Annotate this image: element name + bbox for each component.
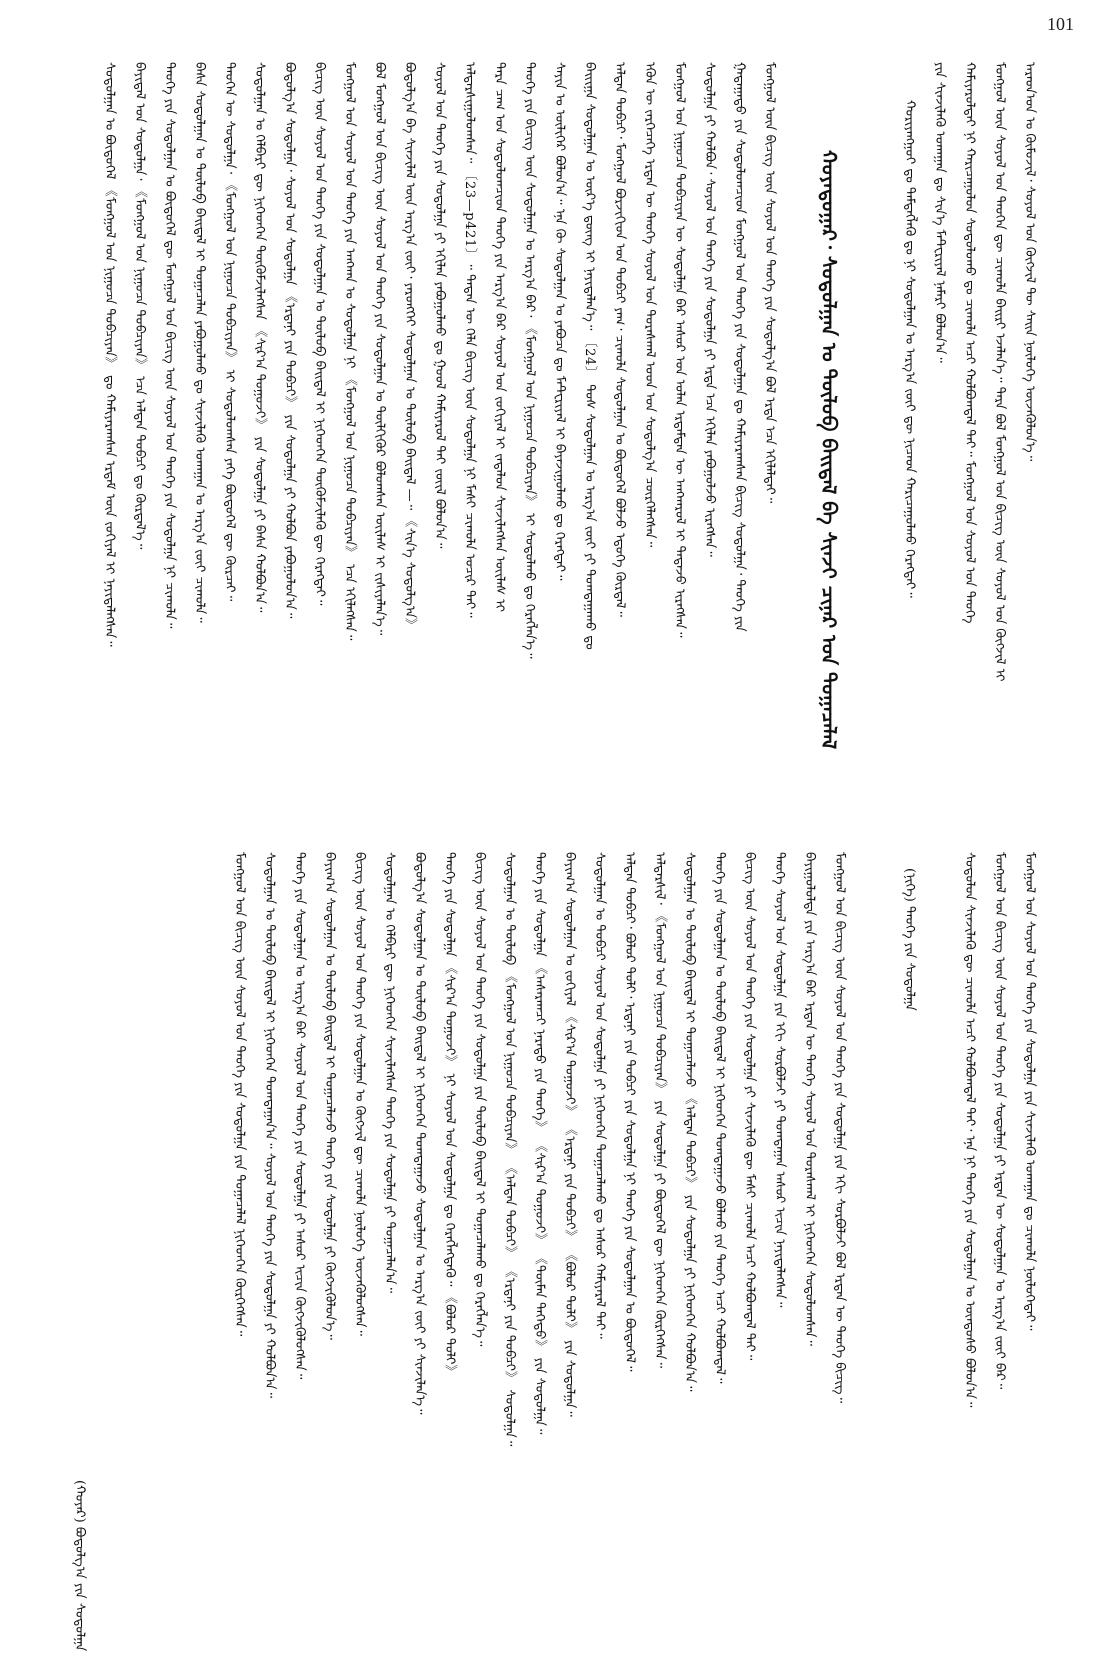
lower-column-9 [584,852,614,1652]
column-text: ᠡᠭᠦᠨ ᠦ ᠵᠡᠷᠭᠡᠴᠡᠭᠡ ᠡᠷᠲᠡᠨ ᠦ ᠲᠡᠦᠬᠡ ᠰᠣᠶᠣᠯ ᠤᠨ ᠳᠤᠷᠠᠰᠬᠠᠯ ᠤᠳ ᠤᠨ ᠰᠤᠳᠤᠯᠭ᠎ᠠ ᠴᠦᠷᠬᠡᠯᠡᠭᠰᠡᠨ᠃ [642,62,657,548]
lower-column-6 [674,852,704,1652]
page-number: 101 [1047,14,1074,34]
column-text: ᠲᠡᠦᠬᠡ ᠶᠢᠨ ᠰᠤᠳᠤᠯᠭᠠ 《ᠰᠢᠷ᠎ᠠ ᠲᠣᠭᠤᠵᠢ》 ᠨᠢ ᠰᠣᠶᠣᠯ ᠤᠨ ᠰᠤᠳᠤᠯᠭᠠ ᠳᠤ ᠬᠡᠷᠡᠭᠯᠡᠭᠳᠡᠭᠦ᠃ 《ᠪᠣᠯᠤᠷ ᠲᠣᠯᠢ》 [442,852,457,1379]
column-text: ᠪᠣᠳᠤᠯᠭ᠎ᠠ ᠰᠤᠳᠤᠯᠭᠠᠨ ᠤ ᠲᠥᠯᠦᠪ ᠪᠠᠢᠳᠠᠯ ᠢ ᠨᠢᠭᠡᠳᠬᠡᠨ ᠲᠣᠭᠲᠠᠭᠠᠵᠤ ᠰᠤᠳᠤᠯᠭᠠᠨ ᠤ ᠠᠷᠭ᠎ᠠ ᠵᠦᠢ ᠶᠢ ᠰᠢᠨᠵᠢᠯᠡᠨ᠎ᠡ᠃ [412,852,427,1415]
right-column-3 [954,852,984,1652]
left-column-12 [424,62,454,822]
column-text: ᠮᠣᠩᠭᠣᠯ ᠤᠨ ᠪᠢᠴᠢᠭ ᠦᠨ ᠰᠣᠶᠣᠯ ᠤᠨ ᠲᠡᠦᠬᠡ ᠶᠢᠨ ᠰᠤᠳᠤᠯᠭᠠ ᠶᠢᠨ ᠡᠬᠢ ᠰᠤᠷᠪᠤᠯᠵᠢ ᠪᠣᠯ ᠡᠷᠲᠡᠨ ᠦ ᠲᠡᠦᠬᠡ ᠪᠢᠴᠢᠭ᠃ [832,852,847,1404]
left-column-11 [454,62,484,822]
column-text: ᠰᠤᠳᠤᠯᠭᠠ ᠶᠢ ᠬᠣᠯᠪᠣᠨ᠂ ᠰᠣᠶᠣᠯ ᠤᠨ ᠲᠡᠦᠬᠡ ᠶᠢᠨ ᠰᠤᠳᠤᠯᠭᠠ ᠶᠢ ᠡᠷᠲᠡ ᠡᠴᠡ ᠡᠬᠢᠯᠡᠨ ᠶᠠᠪᠤᠭᠤᠯᠵᠤ ᠢᠷᠡᠭᠰᠡᠨ᠃ [702,62,717,557]
column-text: ᠪᠢᠴᠢᠭ ᠦᠨ ᠰᠣᠶᠣᠯ ᠤᠨ ᠲᠡᠦᠬᠡ ᠶᠢᠨ ᠰᠤᠳᠤᠯᠭᠠᠨ ᠤ ᠲᠥᠯᠦᠪ ᠪᠠᠢᠳᠠᠯ ᠢ ᠨᠢᠭᠡᠳᠬᠡᠨ ᠳᠦᠭᠦᠮᠵᠢᠯᠡᠬᠦ ᠳᠦ ᠬᠡᠷᠡᠭᠲᠡᠢ᠃ [312,62,327,606]
column-text: ᠪᠢᠴᠢᠭ ᠦᠨ ᠰᠣᠶᠣᠯ ᠤᠨ ᠲᠡᠦᠬᠡ ᠶᠢᠨ ᠰᠤᠳᠤᠯᠭᠠ ᠶᠢ ᠰᠢᠨᠵᠢᠯᠡᠬᠦ ᠳᠦ ᠮᠠᠰᠢ ᠴᠢᠬᠤᠯᠠ ᠠᠴᠢ ᠬᠣᠯᠪᠣᠭᠳᠠᠯ ᠲᠠᠢ᠃ [742,852,757,1361]
lower-column-4 [734,852,764,1652]
column-text: ᠮᠣᠩᠭᠣᠯ ᠤᠨ ᠰᠣᠶᠣᠯ ᠤᠨ ᠲᠡᠦᠬᠡ ᠶᠢᠨ ᠠᠩᠬᠠᠨ ᠤ ᠰᠤᠳᠤᠯᠭᠠ ᠨᠢ 《ᠮᠣᠩᠭᠣᠯ ᠤᠨ ᠨᠢᠭᠤᠴᠠ ᠲᠣᠪᠴᠢᠶᠠᠨ》 ᠡᠴᠡ ᠡᠬᠢᠯᠡᠭᠰᠡᠨ᠃ [342,62,357,641]
lower-column-8 [614,852,644,1652]
left-column-16 [304,62,334,822]
lower-column-18 [314,852,344,1652]
column-text: ᠲᠡᠦᠬᠡ ᠶᠢᠨ ᠪᠢᠴᠢᠭ ᠦᠨ ᠰᠤᠳᠤᠯᠭᠠᠨ ᠤ ᠠᠷᠭ᠎ᠠ ᠪᠠᠷ᠂ 《ᠮᠣᠩᠭᠣᠯ ᠤᠨ ᠨᠢᠭᠤᠴᠠ ᠲᠣᠪᠴᠢᠶᠠᠨ》 ᠢ ᠰᠤᠳᠤᠯᠬᠤ ᠳᠤ ᠬᠡᠷᠡᠭᠯᠡᠨ᠎ᠡ᠃ [522,62,537,659]
left-column-5 [634,62,664,822]
column-text: ᠰᠣᠶᠣᠯ ᠤᠨ ᠲᠡᠦᠬᠡ ᠶᠢᠨ ᠰᠤᠳᠤᠯᠭᠠ ᠶᠢ ᠡᠬᠢᠯᠡᠨ ᠶᠠᠪᠤᠭᠤᠯᠬᠤ ᠳᠤ ᠭᠣᠣᠯ ᠬᠠᠮᠢᠶᠠᠷᠤᠯ ᠲᠠᠢ ᠵᠦᠢᠯ ᠪᠣᠯᠤᠨ᠎ᠠ᠃ [432,62,447,549]
column-text: ᠪᠢᠴᠢᠭ ᠦᠨ ᠰᠣᠶᠣᠯ ᠤᠨ ᠲᠡᠦᠬᠡ ᠶᠢᠨ ᠰᠤᠳᠤᠯᠭᠠ ᠶᠢᠨ ᠲᠥᠯᠦᠪ ᠪᠠᠢᠳᠠᠯ ᠢ ᠲᠣᠭᠠᠴᠠᠯᠠᠬᠤ ᠳᠤ ᠬᠡᠷᠡᠭᠯᠡᠨ᠎ᠡ᠃ [472,852,487,1347]
column-text: ᠰᠤᠳᠤᠯᠭᠠᠨ ᠤ ᠲᠣᠪᠴᠢ ᠰᠣᠶᠣᠯ ᠤᠨ ᠰᠤᠳᠤᠯᠭᠠ ᠶᠢ ᠨᠢᠭᠡᠳᠬᠡᠨ ᠲᠣᠭᠠᠴᠠᠯᠠᠬᠤ ᠳᠤ ᠠᠰᠤᠷ ᠬᠠᠮᠢᠶᠠᠷᠠᠯ ᠲᠠᠢ᠃ [592,852,607,1339]
column-text: ᠬᠤᠷᠢᠶᠠᠩᠭᠤᠢ ᠳᠤ ᠲᠡᠮᠳᠡᠭᠯᠡᠬᠦ ᠳᠤ ᠨᠢ ᠰᠤᠳᠤᠯᠭᠠᠨ ᠤ ᠠᠷᠭ᠎ᠠ ᠵᠦᠢ ᠳᠦ ᠨᠢᠴᠠᠳ ᠬᠠᠷᠢᠴᠠᠭᠤᠯᠬᠤ ᠬᠡᠷᠡᠭᠲᠡᠢ᠃ [902,100,917,598]
lower-column-7 [644,852,674,1652]
column-text: ᠰᠤᠳᠤᠯᠭᠠᠨ ᠤ ᠬᠡᠯᠪᠡᠷᠢ ᠳᠦ ᠨᠢᠭᠡᠳᠬᠡᠨ ᠳᠦᠭᠦᠮᠵᠢᠯᠡᠭᠰᠡᠨ 《ᠰᠢᠷ᠎ᠠ ᠲᠣᠭᠤᠵᠢ》 ᠶᠢᠨ ᠰᠤᠳᠤᠯᠭᠠ ᠶᠢ ᠪᠠᠰᠠ ᠬᠣᠯᠪᠣᠨ᠎ᠠ᠃ [252,62,267,613]
column-text: ᠰᠤᠳᠤᠯᠭᠠᠨ ᠤ ᠲᠥᠯᠦᠪ 《ᠮᠣᠩᠭᠣᠯ ᠤᠨ ᠨᠢᠭᠤᠴᠠ ᠲᠣᠪᠴᠢᠶᠠᠨ》 《ᠠᠯᠲᠠᠨ ᠲᠣᠪᠴᠢ》 《ᠡᠷᠳᠡᠨᠢ ᠶᠢᠨ ᠲᠣᠪᠴᠢ》 ᠰᠤᠳᠤᠯᠭᠠ᠃ [502,852,517,1447]
left-column-21 [154,62,184,822]
left-column-3 [694,62,724,822]
left-column-8 [544,62,574,822]
column-text: ᠠᠷᠠᠳ᠎ᠤᠨ ᠤ ᠬᠦᠮᠦᠵᠢᠯ᠂ ᠰᠣᠶᠣᠯ ᠤᠨ ᠬᠥᠭᠵᠢᠯ ᠲᠦ ᠰᠠᠢᠨ ᠨᠥᠯᠦᠭᠡ ᠦᠵᠡᠭᠦᠯᠦᠨ᠎ᠡ᠃ [1022,62,1037,462]
upper-column-1 [1014,62,1044,822]
column-text: ᠪᠢᠴᠢᠭ ᠦᠨ ᠰᠣᠶᠣᠯ ᠤᠨ ᠲᠡᠦᠬᠡ ᠶᠢᠨ ᠰᠤᠳᠤᠯᠭᠠᠨ ᠤ ᠬᠥᠭᠵᠢᠯ ᠳᠦ ᠴᠢᠬᠤᠯᠠ ᠨᠥᠯᠦᠭᠡ ᠦᠵᠡᠭᠦᠯᠦᠭᠰᠡᠨ᠃ [352,852,367,1336]
upper-column-2 [984,62,1014,822]
column-text: ᠲᠡᠦᠬᠡ ᠶᠢᠨ ᠰᠤᠳᠤᠯᠭᠠᠨ ᠤ ᠠᠷᠭ᠎ᠠ ᠪᠠᠷ ᠰᠣᠶᠣᠯ ᠤᠨ ᠲᠡᠦᠬᠡ ᠶᠢᠨ ᠰᠤᠳᠤᠯᠭᠠ ᠶᠢ ᠠᠰᠤᠷ ᠢᠴᠢᠨ ᠬᠥᠭᠵᠢᠭᠦᠯᠦᠭᠰᠡᠨ᠃ [292,852,307,1380]
left-column-9 [514,62,544,822]
column-text: ᠪᠠᠶᠢᠭᠤᠯᠤᠯᠲᠠ ᠶᠢᠨ ᠠᠷᠭ᠎ᠠ ᠪᠠᠷ ᠡᠷᠲᠡᠨ ᠦ ᠲᠡᠦᠬᠡ ᠰᠣᠶᠣᠯ ᠤᠨ ᠳᠤᠷᠠᠰᠬᠠᠯ ᠢ ᠨᠢᠭᠡᠳᠬᠡᠨ ᠰᠤᠳᠤᠯᠤᠭᠰᠠᠨ᠃ [802,852,817,1346]
lower-column-21 [224,852,254,1652]
column-text: ᠪᠠᠶᠢᠭ᠎ᠠ ᠰᠤᠳᠤᠯᠭᠠᠨ ᠤ ᠵᠣᠬᠢᠶᠠᠯ 《ᠰᠢᠷ᠎ᠠ ᠲᠣᠭᠤᠵᠢ》 《ᠡᠷᠳᠡᠨᠢ ᠶᠢᠨ ᠲᠣᠪᠴᠢ》 《ᠪᠣᠯᠤᠷ ᠲᠣᠯᠢ》 ᠶᠢᠨ ᠰᠤᠳᠤᠯᠭᠠ᠃ [562,852,577,1417]
left-column-22 [124,62,154,822]
lower-column-19 [284,852,314,1652]
column-text: ᠪᠣᠯ ᠮᠣᠩᠭᠣᠯ ᠤᠨ ᠪᠢᠴᠢᠭ ᠦᠨ ᠰᠣᠶᠣᠯ ᠤᠨ ᠲᠡᠦᠬᠡ ᠶᠢᠨ ᠰᠤᠳᠤᠯᠭᠠᠨ ᠤ ᠲᠦᠯᠬᠢᠭᠦᠷ ᠪᠣᠯᠤᠭᠰᠠᠨ ᠦᠢᠯᠡᠰ ᠢ ᠵᠢᠱᠢᠶᠡᠯᠡᠨ᠎ᠡ᠃ [372,62,387,636]
footer-heading: (ᠬᠣᠶᠠᠷ) ᠪᠣᠳᠤᠯᠭ᠎ᠠ ᠶᠢᠨ ᠰᠤᠳᠤᠯᠭᠠ [72,1480,87,1652]
column-text: ᠰᠤᠳᠤᠯᠭᠠᠨ ᠤ ᠬᠡᠯᠪᠡᠷᠢ ᠳᠦ ᠨᠢᠭᠡᠳᠬᠡᠨ ᠰᠢᠨᠵᠢᠯᠡᠭᠰᠡᠨ ᠲᠡᠦᠬᠡ ᠶᠢᠨ ᠰᠤᠳᠤᠯᠭᠠ ᠶᠢ ᠲᠣᠭᠠᠴᠠᠯᠠᠨ᠎ᠠ᠃ [382,852,397,1294]
column-text: ᠠᠯᠲᠠᠨ ᠲᠣᠪᠴᠢ᠂ ᠪᠣᠯᠤᠷ ᠲᠣᠯᠢ᠂ ᠡᠷᠳᠡᠨᠢ ᠶᠢᠨ ᠲᠣᠪᠴᠢ ᠶᠢᠨ ᠰᠤᠳᠤᠯᠭᠠ ᠨᠢ ᠲᠡᠦᠬᠡ ᠶᠢᠨ ᠰᠤᠳᠤᠯᠭᠠᠨ ᠤ ᠪᠦᠲᠦᠭᠡᠯ᠃ [622,852,637,1372]
column-text: ᠪᠠᠢᠢᠭᠠ ᠰᠤᠳᠤᠯᠭᠠᠨ ᠤ ᠦᠷ᠎ᠡ ᠳ᠋ᠦᠩ ᠢ ᠨᠡᠶᠢᠲᠡᠯᠡᠨ᠎ᠡ᠃ 〔24〕 ᠲᠤᠰ ᠰᠤᠳᠤᠯᠭᠠᠨ ᠤ ᠠᠷᠭ᠎ᠠ ᠵᠦᠢ ᠶᠢ ᠲᠣᠭᠲᠠᠭᠠᠬᠤ ᠳᠤ [582,62,597,650]
column-text: ᠪᠠᠶᠢᠳᠠᠯ ᠤᠨ ᠰᠤᠳᠤᠯᠭᠠ᠂ 《ᠮᠣᠩᠭᠣᠯ ᠤᠨ ᠨᠢᠭᠤᠴᠠ ᠲᠣᠪᠴᠢᠶᠠᠨ》 ᠡᠴᠡ ᠠᠯᠲᠠᠨ ᠲᠣᠪᠴᠢ ᠳᠤ ᠬᠦᠷᠲᠡᠯ᠎ᠡ᠃ [132,62,147,550]
column-text: ᠠᠯᠳᠠᠷᠰᠢᠯ᠂ 《ᠮᠣᠩᠭᠣᠯ ᠤᠨ ᠨᠢᠭᠤᠴᠠ ᠲᠣᠪᠴᠢᠶᠠᠨ》 ᠶᠢᠨ ᠰᠤᠳᠤᠯᠭᠠ ᠶᠢ ᠪᠦᠲᠦᠭᠡᠯ ᠳᠦ ᠨᠢᠭᠡᠳᠬᠡᠨ ᠬᠦᠷᠭᠡᠭᠰᠡᠨ᠃ [652,852,667,1369]
upper-column-4 [924,62,954,822]
column-text: ᠰᠤᠳᠤᠯᠭᠠᠨ ᠤ ᠲᠥᠯᠦᠪ ᠪᠠᠢᠳᠠᠯ ᠢ ᠨᠢᠭᠡᠳᠬᠡᠨ ᠲᠣᠭᠲᠠᠭᠠᠨ᠎ᠠ᠃ ᠰᠣᠶᠣᠯ ᠤᠨ ᠲᠡᠦᠬᠡ ᠶᠢᠨ ᠰᠤᠳᠤᠯᠭᠠ ᠶᠢ ᠬᠣᠯᠪᠣᠨ᠎ᠠ᠃ [262,852,277,1399]
column-text: ᠬᠠᠮᠢᠶᠠᠷᠤᠯᠲᠠᠢ ᠨᠢ ᠬᠠᠷᠢᠴᠠᠭᠤᠯᠤᠨ ᠰᠤᠳᠤᠯᠤᠬᠤ ᠳᠤ ᠴᠢᠬᠤᠯᠠ ᠠᠴᠢ ᠬᠣᠯᠪᠣᠭᠳᠠᠯ ᠲᠠᠢ᠃ ᠮᠣᠩᠭᠣᠯ ᠤᠨ ᠰᠣᠶᠣᠯ ᠤᠨ ᠲᠡᠦᠬᠡ [962,62,977,624]
lower-column-17 [344,852,374,1652]
column-text: ᠮᠣᠩᠭᠣᠯ ᠦᠨ ᠰᠣᠶᠣᠯ ᠤᠨ ᠲᠡᠦᠬᠡᠨ ᠳᠦ ᠴᠢᠬᠤᠯᠠ ᠪᠠᠢᠷᠢ ᠡᠵᠡᠯᠡᠨ᠎ᠡ᠃ ᠲᠡᠷᠡ ᠪᠣᠯ ᠮᠣᠩᠭᠣᠯ ᠤᠨ ᠪᠢᠴᠢᠭ ᠦᠨ ᠰᠣᠶᠣᠯ ᠤᠨ ᠬᠥᠭᠵᠢᠯ ᠢ [992,62,1007,682]
lower-column-16 [374,852,404,1652]
left-column-20 [184,62,214,822]
column-text: ᠰᠤᠳᠤᠯᠭᠠᠨ ᠤ ᠪᠦᠲᠦᠭᠡᠯ 《ᠮᠣᠩᠭᠣᠯ ᠤᠨ ᠨᠢᠭᠤᠴᠠ ᠲᠣᠪᠴᠢᠶᠠᠨ》 ᠳᠤ ᠬᠠᠮᠢᠶᠠᠷᠠᠭᠰᠠᠨ ᠡᠷᠳᠡᠮ ᠦᠨ ᠵᠣᠬᠢᠶᠠᠯ ᠢ ᠨᠡᠶᠢᠲᠡᠯᠡᠭᠰᠡᠨ᠃ [102,62,117,647]
column-text: ᠪᠣᠳᠤᠯᠭ᠎ᠠ ᠰᠤᠳᠤᠯᠭᠠ᠂ ᠰᠣᠶᠣᠯ ᠤᠨ ᠰᠤᠳᠤᠯᠭᠠ 《ᠡᠷᠳᠡᠨᠢ ᠶᠢᠨ ᠲᠣᠪᠴᠢ》 ᠶᠢᠨ ᠰᠤᠳᠤᠯᠭᠠ ᠶᠢ ᠬᠣᠯᠪᠣᠨ ᠶᠠᠪᠤᠭᠤᠯᠤᠨ᠎ᠠ᠃ [282,62,297,619]
lower-column-3 [764,852,794,1652]
left-column-2 [724,62,754,822]
left-column-23 [94,62,124,822]
lower-column-13 [464,852,494,1652]
left-column-17 [274,62,304,822]
lower-column-12 [494,852,524,1652]
left-column-10 [484,62,514,822]
left-column-4 [664,62,694,822]
lower-column-10 [554,852,584,1652]
left-column-19 [214,62,244,822]
left-column-18 [244,62,274,822]
lower-column-14 [434,852,464,1652]
column-text: ᠮᠣᠩᠭᠣᠯ ᠦᠨ ᠪᠢᠴᠢᠭ ᠦᠨ ᠰᠣᠶᠣᠯ ᠤᠨ ᠲᠡᠦᠬᠡ ᠶᠢᠨ ᠰᠤᠳᠤᠯᠭ᠎ᠠ ᠪᠣᠯ ᠡᠷᠲᠡ ᠡᠴᠡ ᠡᠬᠢᠯᠡᠯᠲᠡᠢ᠃ [762,62,777,504]
column-text: ᠠᠯᠲᠠᠨ ᠲᠣᠪᠴᠢ᠂ ᠮᠣᠩᠭᠣᠯ ᠪᠣᠷᠵᠢᠭᠢᠳ ᠤᠨ ᠲᠣᠪᠴᠢ ᠶᠠᠭ᠂ ᠴᠢᠬᠤᠯᠠ ᠰᠤᠳᠤᠯᠭᠠᠨ ᠤ ᠪᠦᠲᠦᠭᠡᠯ ᠪᠣᠯᠵᠤ ᠡᠳᠦᠭᠡ ᠬᠦᠷᠲᠡᠯ᠃ [612,62,627,617]
left-column-14 [364,62,394,822]
lower-column-20 [254,852,284,1652]
column-text: ᠪᠣᠳᠤᠯᠭ᠎ᠠ ᠪᠠ ᠰᠢᠨᠵᠢᠯᠡᠯ ᠦᠨ ᠠᠷᠭ᠎ᠠ ᠵᠦᠢ᠂ ᠶᠡᠷᠦᠩᠬᠡᠢ ᠰᠤᠳᠤᠯᠭᠠᠨ ᠤ ᠲᠥᠯᠦᠪ ᠪᠠᠢᠳᠠᠯ —᠃ 《ᠰᠢᠨ᠎ᠡ ᠰᠤᠳᠤᠯᠭ᠎ᠠ》 [402,62,417,632]
lower-column-1 [824,852,854,1652]
column-text: ᠲᠡᠦᠬᠡ ᠶᠢᠨ ᠰᠤᠳᠤᠯᠭᠠᠨ ᠤ ᠪᠦᠲᠦᠭᠡᠯ ᠳᠦ ᠮᠣᠩᠭᠣᠯ ᠤᠨ ᠪᠢᠴᠢᠭ ᠦᠨ ᠰᠣᠶᠣᠯ ᠤᠨ ᠲᠡᠦᠬᠡ ᠶᠢᠨ ᠰᠤᠳᠤᠯᠭᠠ ᠨᠢ ᠴᠢᠬᠤᠯᠠ᠃ [162,62,177,629]
column-text: ᠮᠣᠩᠭᠣᠯ ᠤᠨ ᠪᠢᠴᠢᠭ ᠦᠨ ᠰᠣᠶᠣᠯ ᠤᠨ ᠲᠡᠦᠬᠡ ᠶᠢᠨ ᠰᠤᠳᠤᠯᠭᠠ ᠶᠢᠨ ᠲᠣᠭᠠᠴᠠᠯᠠᠯ ᠨᠢᠭᠡᠳᠬᠡᠨ ᠬᠦᠷᠭᠡᠭᠰᠡᠨ᠃ [232,852,247,1337]
left-column-15 [334,62,364,822]
left-column-6 [604,62,634,822]
column-text: ᠠᠯᠳᠠᠷᠰᠢᠭᠤᠯᠤᠭᠰᠠᠨ᠃ 〔23—p421〕᠃ ᠲᠡᠳᠡᠨ ᠦ ᠬᠡᠯᠡ ᠪᠢᠴᠢᠭ ᠦᠨ ᠰᠤᠳᠤᠯᠭᠠ ᠨᠢ ᠮᠠᠰᠢ ᠴᠢᠬᠤᠯᠠ ᠤᠴᠢᠷ ᠲᠠᠢ᠃ [462,62,477,618]
column-text: ᠰᠤᠳᠤᠯᠭᠠᠨ ᠤ ᠲᠥᠯᠦᠪ ᠪᠠᠢᠳᠠᠯ ᠢ ᠲᠣᠭᠠᠴᠠᠯᠠᠵᠤ 《ᠠᠯᠲᠠᠨ ᠲᠣᠪᠴᠢ》 ᠶᠢᠨ ᠰᠤᠳᠤᠯᠭᠠ ᠶᠢ ᠨᠢᠭᠡᠳᠬᠡᠨ ᠬᠣᠯᠪᠣᠨ᠎ᠠ᠃ [682,852,697,1392]
column-text: ᠲᠡᠦᠬᠡ ᠶᠢᠨ ᠰᠤᠳᠤᠯᠭᠠ 《ᠠᠰᠠᠷᠠᠭᠴᠢ ᠨᠡᠷᠡᠲᠦ ᠶᠢᠨ ᠲᠡᠦᠬᠡ》 《ᠰᠢᠷ᠎ᠠ ᠲᠣᠭᠤᠵᠢ》 《ᠲᠦᠮᠡᠨ ᠳᠡᠭᠡᠳᠦ》 ᠶᠢᠨ ᠰᠤᠳᠤᠯᠭᠠ᠃ [532,852,547,1435]
left-column-1 [754,62,784,822]
upper-column-5 [894,100,924,820]
column-text: ᠮᠣᠩᠭᠣᠯ ᠤᠨ ᠪᠢᠴᠢᠭ ᠦᠨ ᠰᠣᠶᠣᠯ ᠤᠨ ᠲᠡᠦᠬᠡ ᠶᠢᠨ ᠰᠤᠳᠤᠯᠭᠠ ᠶᠢ ᠡᠷᠲᠡᠨ ᠦ ᠰᠤᠳᠤᠯᠭᠠᠨ ᠤ ᠠᠷᠭ᠎ᠠ ᠵᠦᠢ ᠪᠠᠷ᠃ [992,852,1007,1390]
lower-column-5 [704,852,734,1652]
upper-column-3 [954,62,984,822]
column-text: ᠪᠠᠶᠢᠭ᠎ᠠ ᠰᠤᠳᠤᠯᠭᠠᠨ ᠤ ᠲᠥᠯᠦᠪ ᠪᠠᠢᠳᠠᠯ ᠢ ᠲᠣᠭᠠᠴᠠᠯᠠᠵᠤ ᠲᠡᠦᠬᠡ ᠶᠢᠨ ᠰᠤᠳᠤᠯᠭᠠ ᠶᠢ ᠬᠥᠭᠵᠢᠭᠦᠯᠦᠨ᠎ᠡ᠃ [322,852,337,1340]
column-text: ᠲᠡᠷᠡ ᠴᠠᠭ ᠤᠨ ᠰᠤᠳᠤᠯᠤᠭᠴᠢᠳ ᠲᠡᠦᠬᠡ ᠶᠢᠨ ᠠᠷᠭ᠎ᠠ ᠪᠠᠷ ᠰᠣᠶᠣᠯ ᠤᠨ ᠵᠣᠬᠢᠶᠠᠯ ᠢ ᠵᠠᠳᠠᠯᠤᠨ ᠰᠢᠨᠵᠢᠯᠡᠭᠰᠡᠨ ᠦᠢᠯᠡᠰ ᠢ [492,62,507,613]
column-text: ᠪᠠᠰᠠ ᠰᠤᠳᠤᠯᠭᠠᠨ ᠤ ᠲᠥᠯᠦᠪ ᠪᠠᠢᠳᠠᠯ ᠢ ᠲᠣᠭᠠᠴᠠᠯᠠᠨ ᠶᠠᠪᠤᠭᠤᠯᠬᠤ ᠳᠤ ᠰᠢᠨᠵᠢᠯᠡᠬᠦ ᠤᠬᠠᠭᠠᠨ ᠤ ᠠᠷᠭ᠎ᠠ ᠵᠦᠢ ᠴᠢᠬᠤᠯᠠ᠃ [192,62,207,623]
left-column-13 [394,62,424,822]
left-column-7 [574,62,604,822]
lower-column-2 [794,852,824,1652]
lower-column-15 [404,852,434,1652]
section-title: ᠬᠣᠶᠠᠳᠤᠭᠠᠷ᠂ ᠰᠤᠳᠤᠯᠭᠠᠨ ᠤ ᠲᠥᠯᠦᠪ ᠪᠠᠢᠳᠠᠯ ᠪᠠ ᠰᠢᠨᠵᠢ ᠴᠢᠨᠠᠷ ᠤᠨ ᠲᠣᠭᠠᠴᠠᠯᠠᠯ [817,150,841,750]
column-text: ᠮᠣᠩᠭᠣᠯ ᠤᠨ ᠨᠢᠭᠤᠴᠠ ᠲᠣᠪᠴᠢᠶᠠᠨ ᠦ ᠰᠤᠳᠤᠯᠭᠠ ᠪᠠᠷ ᠠᠰᠤᠷ ᠤᠨ ᠣᠯᠠᠨ ᠡᠷᠳᠡᠮᠲᠡᠨ ᠦ ᠠᠩᠬᠠᠷᠤᠯ ᠢ ᠲᠠᠲᠠᠵᠤ ᠢᠷᠡᠭᠰᠡᠨ᠃ [672,62,687,638]
right-column-2 [984,852,1014,1652]
column-text: (ᠨᠢᠭᠡ) ᠲᠡᠦᠬᠡ ᠶᠢᠨ ᠰᠤᠳᠤᠯᠭᠠ [902,868,917,1011]
right-column-4 [894,868,924,1108]
column-text: ᠲᠡᠦᠬᠡᠨ ᠦ ᠰᠤᠳᠤᠯᠭᠠ᠂ 《ᠮᠣᠩᠭᠣᠯ ᠤᠨ ᠨᠢᠭᠤᠴᠠ ᠲᠣᠪᠴᠢᠶᠠᠨ》 ᠢ ᠰᠤᠳᠤᠯᠤᠭᠰᠠᠨ ᠶᠡᠬᠡ ᠪᠦᠲᠦᠭᠡᠯ ᠳᠦ ᠬᠦᠷᠴᠡᠢ᠃ [222,62,237,602]
column-text: ᠭᠠᠳᠠᠭᠠᠳᠤ ᠶᠢᠨ ᠰᠤᠳᠤᠯᠤᠭᠴᠢᠳ ᠮᠣᠩᠭᠣᠯ ᠤᠨ ᠲᠡᠦᠬᠡ ᠶᠢᠨ ᠰᠤᠳᠤᠯᠭᠠᠨ ᠳᠤ ᠬᠠᠮᠢᠶᠠᠷᠠᠭᠰᠠᠨ ᠪᠢᠴᠢᠭ ᠰᠤᠳᠤᠯᠭᠠ᠂ ᠲᠡᠦᠬᠡ ᠶᠢᠨ [732,62,747,632]
column-text: ᠶᠢᠨ ᠰᠢᠨᠵᠢᠯᠡᠬᠦ ᠤᠬᠠᠭᠠᠨ ᠳᠤ ᠰᠢᠨ᠎ᠡ ᠮᠠᠲ᠋ᠧᠷᠢᠶᠠᠯ ᠨᠡᠮᠡᠷᠢ ᠪᠣᠯᠤᠨ᠎ᠠ᠃ [932,62,947,363]
right-column-1 [1014,852,1044,1652]
column-text: ᠰᠤᠳᠤᠯᠤᠨ ᠰᠢᠨᠵᠢᠯᠡᠬᠦ ᠳᠦ ᠴᠢᠬᠤᠯᠠ ᠠᠴᠢ ᠬᠣᠯᠪᠣᠭᠳᠠᠯ ᠲᠠᠢ᠂ ᠡᠨᠡ ᠨᠢ ᠲᠡᠦᠬᠡ ᠶᠢᠨ ᠰᠤᠳᠤᠯᠭᠠᠨ ᠤ ᠦᠨᠳᠦᠰᠦ ᠪᠣᠯᠤᠨ᠎ᠠ᠃ [962,852,977,1408]
column-text: ᠰᠠᠶᠢᠨ ᠤ ᠦᠯᠢᠭᠡᠷ ᠪᠣᠯᠤᠨ᠎ᠠ᠃ ᠡᠨᠡ ᠬᠦ ᠰᠤᠳᠤᠯᠭᠠᠨ ᠤ ᠶᠠᠪᠤᠴᠠ ᠳᠤ ᠮᠠᠲ᠋ᠧᠷᠢᠶᠠᠯ ᠢ ᠪᠠᠶᠠᠵᠢᠭᠤᠯᠬᠤ ᠳᠤ ᠬᠡᠷᠡᠭᠲᠡᠢ᠃ [552,62,567,581]
column-text: ᠲᠡᠦᠬᠡ ᠰᠣᠶᠣᠯ ᠤᠨ ᠰᠤᠳᠤᠯᠭᠠ ᠶᠢᠨ ᠡᠬᠢ ᠰᠤᠷᠪᠤᠯᠵᠢ ᠶᠢ ᠲᠣᠭᠲᠠᠭᠠᠨ ᠠᠰᠤᠷ ᠢᠴᠢᠨ ᠨᠡᠶᠢᠲᠡᠯᠡᠭᠰᠡᠨ᠃ [772,852,787,1308]
column-text: ᠮᠣᠩᠭᠣᠯ ᠤᠨ ᠰᠣᠶᠣᠯ ᠤᠨ ᠲᠡᠦᠬᠡ ᠶᠢᠨ ᠰᠤᠳᠤᠯᠭᠠ ᠶᠢᠨ ᠰᠢᠨᠵᠢᠯᠡᠬᠦ ᠤᠬᠠᠭᠠᠨ ᠳᠤ ᠴᠢᠬᠤᠯᠠ ᠨᠥᠯᠦᠭᠡᠲᠡᠢ᠃ [1022,852,1037,1331]
column-text: ᠲᠡᠦᠬᠡ ᠶᠢᠨ ᠰᠤᠳᠤᠯᠭᠠᠨ ᠤ ᠲᠥᠯᠦᠪ ᠪᠠᠢᠳᠠᠯ ᠢ ᠨᠢᠭᠡᠳᠬᠡᠨ ᠲᠣᠭᠲᠠᠭᠠᠵᠤ ᠪᠣᠯᠬᠤ ᠶᠢᠨ ᠲᠡᠦᠬᠡ ᠠᠴᠢ ᠬᠣᠯᠪᠣᠭᠳᠠᠯ᠃ [712,852,727,1384]
lower-column-11 [524,852,554,1652]
